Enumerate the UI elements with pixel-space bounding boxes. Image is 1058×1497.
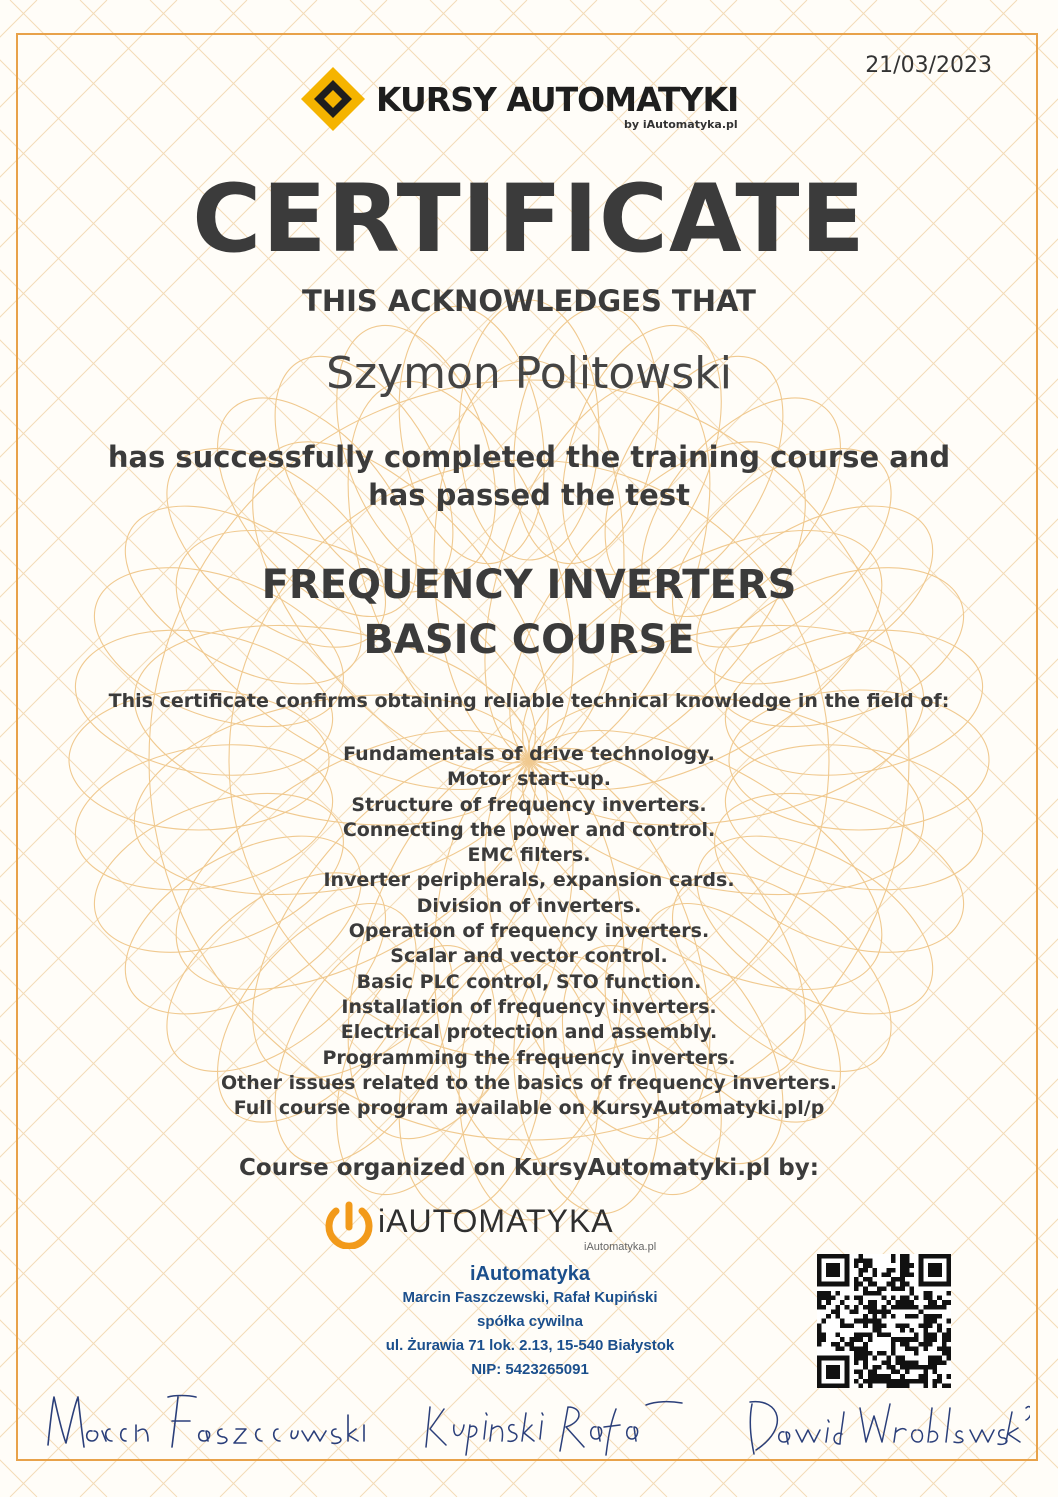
topic-item: Other issues related to the basics of frequency inverters. bbox=[221, 1071, 837, 1094]
issue-date: 21/03/2023 bbox=[865, 53, 992, 78]
topic-item: Basic PLC control, STO function. bbox=[356, 970, 702, 993]
signature-dawid-wroblewski bbox=[740, 1388, 1030, 1463]
logo-byline: by iAutomatyka.pl bbox=[624, 118, 738, 131]
company-name: iAutomatyka bbox=[469, 1263, 591, 1285]
iautomatyka-logo bbox=[322, 1197, 722, 1257]
recipient-name: Szymon Politowski bbox=[326, 348, 732, 399]
organized-by: Course organized on KursyAutomatyki.pl by: bbox=[239, 1155, 819, 1181]
topic-item: Connecting the power and control. bbox=[342, 818, 716, 841]
topic-item: Fundamentals of drive technology. bbox=[343, 743, 715, 765]
acknowledges-heading: THIS ACKNOWLEDGES THAT bbox=[302, 284, 756, 318]
diamond-logo-icon bbox=[300, 66, 366, 132]
topic-item: Installation of frequency inverters. bbox=[341, 995, 717, 1018]
topic-item: Motor start-up. bbox=[447, 768, 611, 791]
logo-name: KURSY AUTOMATYKI bbox=[376, 80, 739, 119]
company-stamp bbox=[330, 1262, 730, 1382]
course-title-line: FREQUENCY INVERTERS bbox=[261, 562, 797, 608]
confirms-statement: This certificate confirms obtaining reliable technical knowledge in the field of: bbox=[108, 690, 950, 712]
topic-item: Inverter peripherals, expansion cards. bbox=[323, 869, 735, 892]
topic-item: Programming the frequency inverters. bbox=[322, 1046, 736, 1069]
company-type: spółka cywilna bbox=[477, 1313, 583, 1330]
signature-marcin-faszczewski bbox=[40, 1385, 370, 1465]
topic-item: Structure of frequency inverters. bbox=[351, 793, 707, 816]
signature-kupinski-rafal bbox=[420, 1395, 690, 1465]
iautomatyka-logo-url: iAutomatyka.pl bbox=[584, 1241, 657, 1253]
completion-line: has passed the test bbox=[368, 478, 690, 512]
company-nip: NIP: 5423265091 bbox=[471, 1361, 589, 1378]
topics-list bbox=[0, 742, 1058, 1121]
topic-item: Division of inverters. bbox=[416, 894, 642, 917]
topic-item: Operation of frequency inverters. bbox=[348, 920, 710, 943]
completion-line: has successfully completed the training course and bbox=[107, 440, 951, 474]
iautomatyka-logo-name: iAUTOMATYKA bbox=[378, 1203, 614, 1239]
course-title bbox=[0, 558, 1058, 668]
topic-item: Electrical protection and assembly. bbox=[340, 1021, 718, 1044]
verification-qr-code[interactable] bbox=[817, 1254, 951, 1388]
certificate-title: CERTIFICATE bbox=[192, 165, 866, 274]
topic-item: Full course program available on KursyAutomatyki.pl/p bbox=[233, 1097, 825, 1120]
topic-item: EMC filters. bbox=[467, 844, 591, 867]
power-logo-icon bbox=[322, 1201, 376, 1249]
course-title-line: BASIC COURSE bbox=[363, 617, 695, 663]
kursy-automatyki-logo bbox=[300, 66, 760, 136]
topic-item: Scalar and vector control. bbox=[390, 945, 668, 968]
company-owners: Marcin Faszczewski, Rafał Kupiński bbox=[402, 1289, 658, 1306]
completion-statement bbox=[0, 438, 1058, 514]
company-address: ul. Żurawia 71 lok. 2.13, 15-540 Białystok bbox=[385, 1337, 675, 1354]
